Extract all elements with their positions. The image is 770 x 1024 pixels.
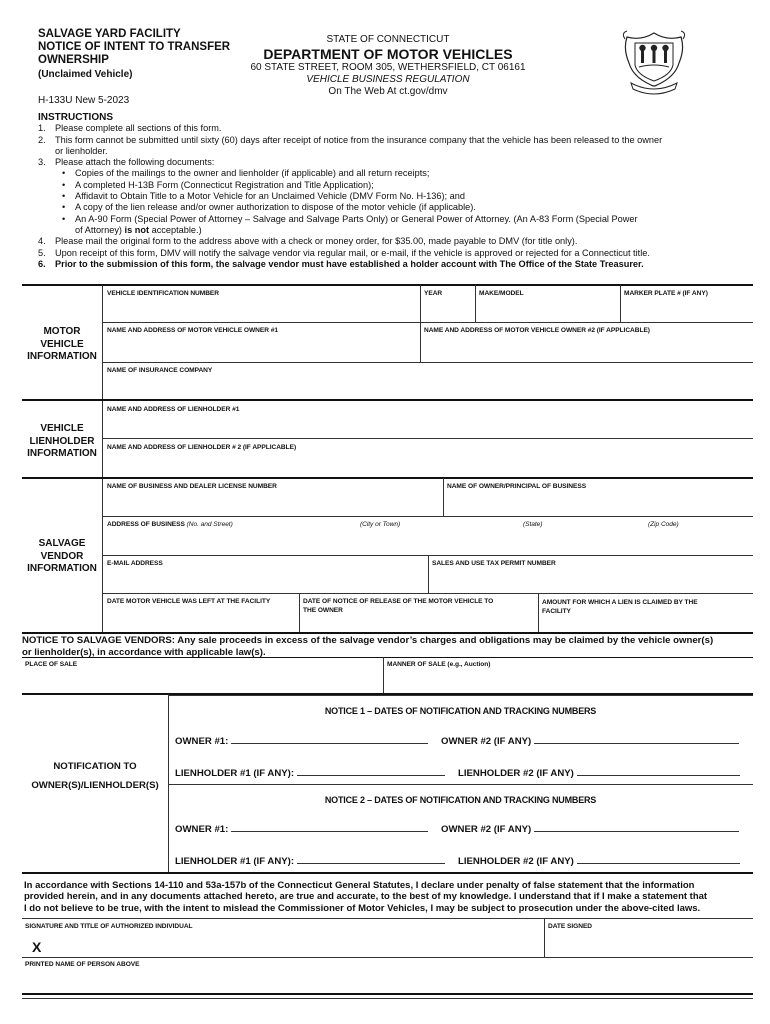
notification-section-label: NOTIFICATION TO OWNER(S)/LIENHOLDER(S) xyxy=(31,761,159,791)
date-signed-field[interactable]: DATE SIGNED xyxy=(548,923,593,930)
state-name: STATE OF CONNECTICUT xyxy=(326,34,450,45)
row-divider xyxy=(168,784,753,785)
cell-divider xyxy=(443,478,444,516)
form-title-line2: NOTICE OF INTENT TO TRANSFER xyxy=(38,41,231,53)
row-divider xyxy=(22,957,753,958)
lien-amount-field[interactable]: AMOUNT FOR WHICH A LIEN IS CLAIMED BY THE FACILITY xyxy=(542,599,698,615)
cell-divider xyxy=(620,285,621,322)
instruction-bullet: • Copies of the mailings to the owner and lienholder (if applicable) and all return receipts; xyxy=(62,168,430,179)
vin-field[interactable]: VEHICLE IDENTIFICATION NUMBER xyxy=(107,290,219,297)
agency-address: 60 STATE STREET, ROOM 305, WETHERSFIELD, CT 06161 xyxy=(250,62,526,73)
form-number: H-133U New 5-2023 xyxy=(38,95,130,106)
row-divider xyxy=(103,516,753,517)
instruction-bullet: • An A-90 Form (Special Power of Attorney – Salvage and Salvage Parts Only) or General Power of Attorney. (An A-83 Form (Special Power xyxy=(62,213,638,224)
marker-plate-field[interactable]: MARKER PLATE # (IF ANY) xyxy=(624,290,708,297)
instruction-item: 5. Upon receipt of this form, DMV will notify the salvage vendor via regular mail, or e-mail, if the vehicle is approved or rejected for a Connecticut title. xyxy=(38,247,650,258)
date-left-field[interactable]: DATE MOTOR VEHICLE WAS LEFT AT THE FACILITY xyxy=(107,598,271,605)
label-column-divider xyxy=(168,694,169,872)
form-title-line1: SALVAGE YARD FACILITY xyxy=(38,28,181,40)
instruction-bullet: • A completed H-13B Form (Connecticut Registration and Title Application); xyxy=(62,179,374,190)
insurance-company-field[interactable]: NAME OF INSURANCE COMPANY xyxy=(107,367,213,374)
row-divider xyxy=(103,322,753,323)
form-title-line3: OWNERSHIP xyxy=(38,54,109,66)
instruction-bullet-continuation: of Attorney) is not acceptable.) xyxy=(75,224,202,235)
instruction-item: 2. This form cannot be submitted until sixty (60) days after receipt of notice from the insurance company that the vehicle has been released to the owner xyxy=(38,134,663,145)
section-divider xyxy=(22,399,753,401)
tax-permit-field[interactable]: SALES AND USE TAX PERMIT NUMBER xyxy=(432,560,556,567)
section-divider xyxy=(22,872,753,874)
signature-field[interactable]: SIGNATURE AND TITLE OF AUTHORIZED INDIVIDUAL xyxy=(25,923,193,930)
instructions-title: INSTRUCTIONS xyxy=(38,112,113,123)
notice1-owner2-field[interactable]: OWNER #2 (IF ANY) xyxy=(441,735,739,747)
notice1-lienholder2-field[interactable]: LIENHOLDER #2 (IF ANY) xyxy=(458,767,740,779)
motor-vehicle-section-label: MOTOR VEHICLE INFORMATION xyxy=(27,326,97,362)
connecticut-state-seal-icon xyxy=(621,29,687,95)
row-divider xyxy=(22,918,753,919)
cell-divider xyxy=(475,285,476,322)
section-divider xyxy=(22,477,753,479)
row-divider xyxy=(103,362,753,363)
cell-divider xyxy=(420,322,421,362)
section-divider xyxy=(22,284,753,286)
declaration-statement: In accordance with Sections 14-110 and 53a-157b of the Connecticut General Statutes, I declare under penalty of false statement that the information provided herein, and in any documents attached hereto, are true and accurate, to the best of my knowledge. I understand that if I make a statement that I do not believe to be true, with the intent to mislead the Commissioner of Motor Vehicles, I may be subject to prosecution under the above-cited laws. xyxy=(24,880,708,914)
form-bottom-rule xyxy=(22,993,753,995)
agency-header xyxy=(238,34,538,98)
zip-hint: (Zip Code) xyxy=(648,521,679,528)
section-divider xyxy=(22,632,753,634)
make-model-field[interactable]: MAKE/MODEL xyxy=(479,290,524,297)
instruction-bullet: • Affidavit to Obtain Title to a Motor Vehicle for an Unclaimed Vehicle (DMV Form No. H-136); and xyxy=(62,191,465,202)
business-name-field[interactable]: NAME OF BUSINESS AND DEALER LICENSE NUMBER xyxy=(107,483,277,490)
city-hint: (City or Town) xyxy=(360,521,401,528)
year-field[interactable]: YEAR xyxy=(424,290,443,297)
state-hint: (State) xyxy=(523,521,543,528)
lienholder2-field[interactable]: NAME AND ADDRESS OF LIENHOLDER # 2 (IF APPLICABLE) xyxy=(107,444,297,451)
form-title-block xyxy=(38,28,238,81)
cell-divider xyxy=(383,657,384,694)
owner2-field[interactable]: NAME AND ADDRESS OF MOTOR VEHICLE OWNER #2 (IF APPLICABLE) xyxy=(424,327,650,334)
cell-divider xyxy=(538,593,539,632)
instruction-item: 6. Prior to the submission of this form, the salvage vendor must have established a holder account with The Office of the State Treasurer. xyxy=(38,258,644,269)
notice-to-vendors: NOTICE TO SALVAGE VENDORS: Any sale proceeds in excess of the salvage vendor’s charges and obligations may be claimed by the vehicle owner(s) or lienholder(s), in accordance with applicable law(s). xyxy=(22,635,714,658)
row-divider xyxy=(103,438,753,439)
department-name: DEPARTMENT OF MOTOR VEHICLES xyxy=(263,46,513,62)
date-release-field[interactable]: DATE OF NOTICE OF RELEASE OF THE MOTOR VEHICLE TO THE OWNER xyxy=(303,598,494,614)
instruction-item: 1. Please complete all sections of this form. xyxy=(38,123,222,134)
manner-of-sale-field[interactable]: MANNER OF SALE (e.g., Auction) xyxy=(387,661,491,668)
notice2-lienholder2-field[interactable]: LIENHOLDER #2 (IF ANY) xyxy=(458,855,740,867)
notice2-lienholder1-field[interactable]: LIENHOLDER #1 (IF ANY): xyxy=(175,855,445,867)
printed-name-field[interactable]: PRINTED NAME OF PERSON ABOVE xyxy=(25,961,140,968)
notice1-title: NOTICE 1 – DATES OF NOTIFICATION AND TRACKING NUMBERS xyxy=(324,706,597,716)
form-subtitle: (Unclaimed Vehicle) xyxy=(38,69,133,80)
label-column-divider xyxy=(102,285,103,632)
form-bottom-rule xyxy=(22,998,753,999)
signature-x-mark: X xyxy=(32,939,42,955)
email-field[interactable]: E-MAIL ADDRESS xyxy=(107,560,163,567)
business-address-field[interactable]: ADDRESS OF BUSINESS (No. and Street) xyxy=(107,521,233,528)
division-name: VEHICLE BUSINESS REGULATION xyxy=(306,74,470,85)
owner-principal-field[interactable]: NAME OF OWNER/PRINCIPAL OF BUSINESS xyxy=(447,483,587,490)
instruction-bullet: • A copy of the lien release and/or owner authorization to dispose of the motor vehicle (if applicable). xyxy=(62,202,476,213)
cell-divider xyxy=(428,555,429,593)
notice2-owner2-field[interactable]: OWNER #2 (IF ANY) xyxy=(441,823,739,835)
cell-divider xyxy=(299,593,300,632)
row-divider xyxy=(168,695,753,696)
instruction-item: or lienholder. xyxy=(55,145,108,156)
notice1-lienholder1-field[interactable]: LIENHOLDER #1 (IF ANY): xyxy=(175,767,445,779)
lienholder-section-label: VEHICLE LIENHOLDER INFORMATION xyxy=(27,423,97,459)
notice2-owner1-field[interactable]: OWNER #1: xyxy=(175,823,428,835)
owner1-field[interactable]: NAME AND ADDRESS OF MOTOR VEHICLE OWNER #1 xyxy=(107,327,278,334)
instructions xyxy=(38,112,738,270)
place-of-sale-field[interactable]: PLACE OF SALE xyxy=(25,661,78,668)
row-divider xyxy=(22,657,753,658)
notice2-title: NOTICE 2 – DATES OF NOTIFICATION AND TRACKING NUMBERS xyxy=(324,795,597,805)
cell-divider xyxy=(420,285,421,322)
agency-web: On The Web At ct.gov/dmv xyxy=(328,86,448,97)
instruction-item: 3. Please attach the following documents: xyxy=(38,157,215,168)
notice1-owner1-field[interactable]: OWNER #1: xyxy=(175,735,428,747)
row-divider xyxy=(103,593,753,594)
instruction-item: 4. Please mail the original form to the address above with a check or money order, for $35.00, made payable to DMV (for title only). xyxy=(38,236,578,247)
lienholder1-field[interactable]: NAME AND ADDRESS OF LIENHOLDER #1 xyxy=(107,406,240,413)
salvage-vendor-section-label: SALVAGE VENDOR INFORMATION xyxy=(27,538,97,574)
cell-divider xyxy=(544,918,545,958)
